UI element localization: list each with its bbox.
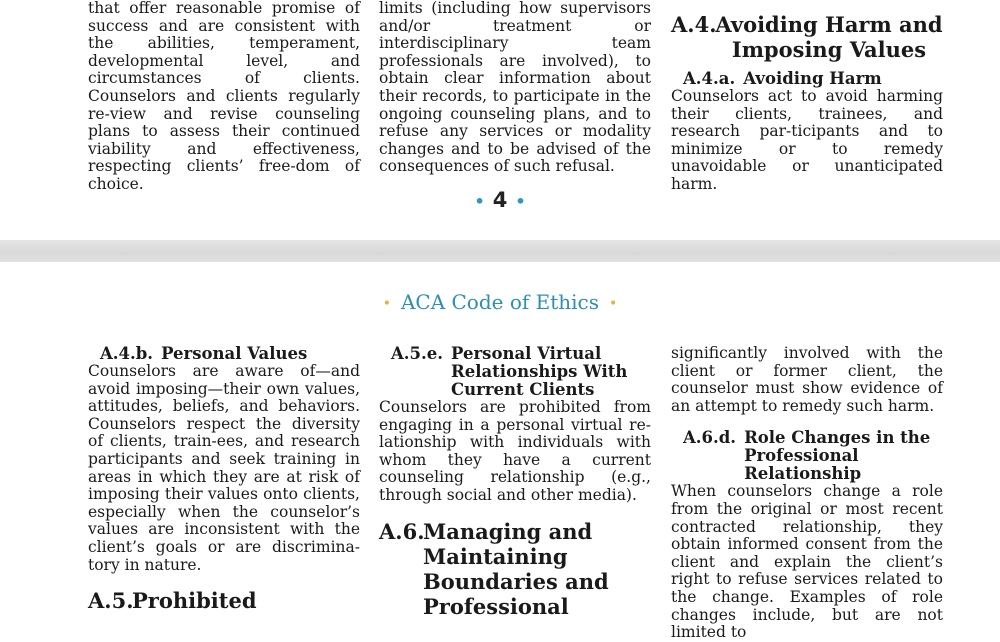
page-number — [0, 188, 1000, 212]
paragraph: Counselors are aware of—and avoid imposing—their own values, attitudes, beliefs, and behaviors. Counselors respect the diversity of clients, train-ees, and research participants and seek training in areas in which they are at risk of imposing their values onto clients, especially when the counselor’s values are inconsistent with the client’s goals or are discrimina-tory in nature. — [88, 362, 360, 574]
bullet-dot: • — [609, 295, 618, 312]
section-title: Avoiding Harm and Imposing Values — [715, 12, 943, 62]
bullet-dot: • — [474, 191, 485, 211]
subsection-number: A.6.d. — [683, 428, 737, 448]
paragraph: limits (including how supervisors and/or treatment or interdisciplinary team professionals are involved), to obtain clear information about their records, to participate in the ongoing counseling plans, and to refuse any services or modality changes and to be advised of the consequences of such refusal. — [379, 0, 651, 176]
section-number: A.5. — [88, 588, 134, 614]
subsection-heading-a6d — [671, 429, 943, 483]
section-number: A.6. — [379, 518, 425, 544]
top-column-3 — [671, 12, 943, 194]
bullet-dot: • — [515, 191, 526, 211]
section-heading-a5 — [88, 588, 360, 613]
paragraph: Counselors act to avoid harming their clients, trainees, and research par-ticipants and to minimize or to remedy unavoidable or unanticipated harm. — [671, 87, 943, 193]
section-title: Managing and Maintaining Boundaries and Professional — [423, 518, 609, 619]
top-column-1 — [88, 0, 360, 194]
bullet-dot: • — [382, 295, 391, 312]
bottom-page — [0, 262, 1000, 642]
paragraph: significantly involved with the client or former client, the counselor must show evidence of an attempt to remedy such harm. — [671, 344, 943, 415]
subsection-number: A.4.b. — [100, 344, 154, 363]
page-number-value: 4 — [492, 188, 508, 212]
top-page — [0, 0, 1000, 240]
bottom-column-1 — [88, 345, 360, 613]
paragraph: that offer reasonable promise of success and are consistent with the abilities, temperament, developmental level, and circumstances of clients. Counselors and clients regularly re-view and revise counseling plans to assess their continued viability and effectiveness, respecting clients’ free-dom of choice. — [88, 0, 360, 193]
section-title: Prohibited — [132, 588, 257, 614]
top-column-2 — [379, 0, 651, 176]
bottom-column-3 — [671, 345, 943, 642]
subsection-title: Personal Virtual Relationships With Current Clients — [451, 344, 628, 399]
subsection-heading-a5e — [379, 345, 651, 399]
paragraph: Counselors are prohibited from engaging in a personal virtual re-lationship with individuals with whom they have a current counseling relationship (e.g., through social and other media). — [379, 398, 651, 504]
paragraph: When counselors change a role from the original or most recent contracted relationship, they obtain informed consent from the client and explain the client’s right to refuse services related to the change. Examples of role changes include, but are not limited to — [671, 482, 943, 642]
running-head — [0, 290, 1000, 314]
subsection-title: Personal Values — [161, 344, 308, 363]
subsection-heading-a4b — [88, 345, 360, 363]
subsection-heading-a4a — [671, 70, 943, 88]
section-heading-a4 — [671, 12, 943, 62]
running-head-title: ACA Code of Ethics — [400, 290, 600, 314]
subsection-title: Role Changes in the Professional Relationship — [744, 428, 931, 484]
section-heading-a6 — [379, 519, 651, 619]
section-number: A.4. — [671, 12, 717, 37]
subsection-number: A.5.e. — [391, 344, 444, 363]
page-separator — [0, 240, 1000, 262]
bottom-column-2 — [379, 345, 651, 619]
subsection-title: Avoiding Harm — [743, 69, 882, 88]
subsection-number: A.4.a. — [683, 69, 736, 88]
